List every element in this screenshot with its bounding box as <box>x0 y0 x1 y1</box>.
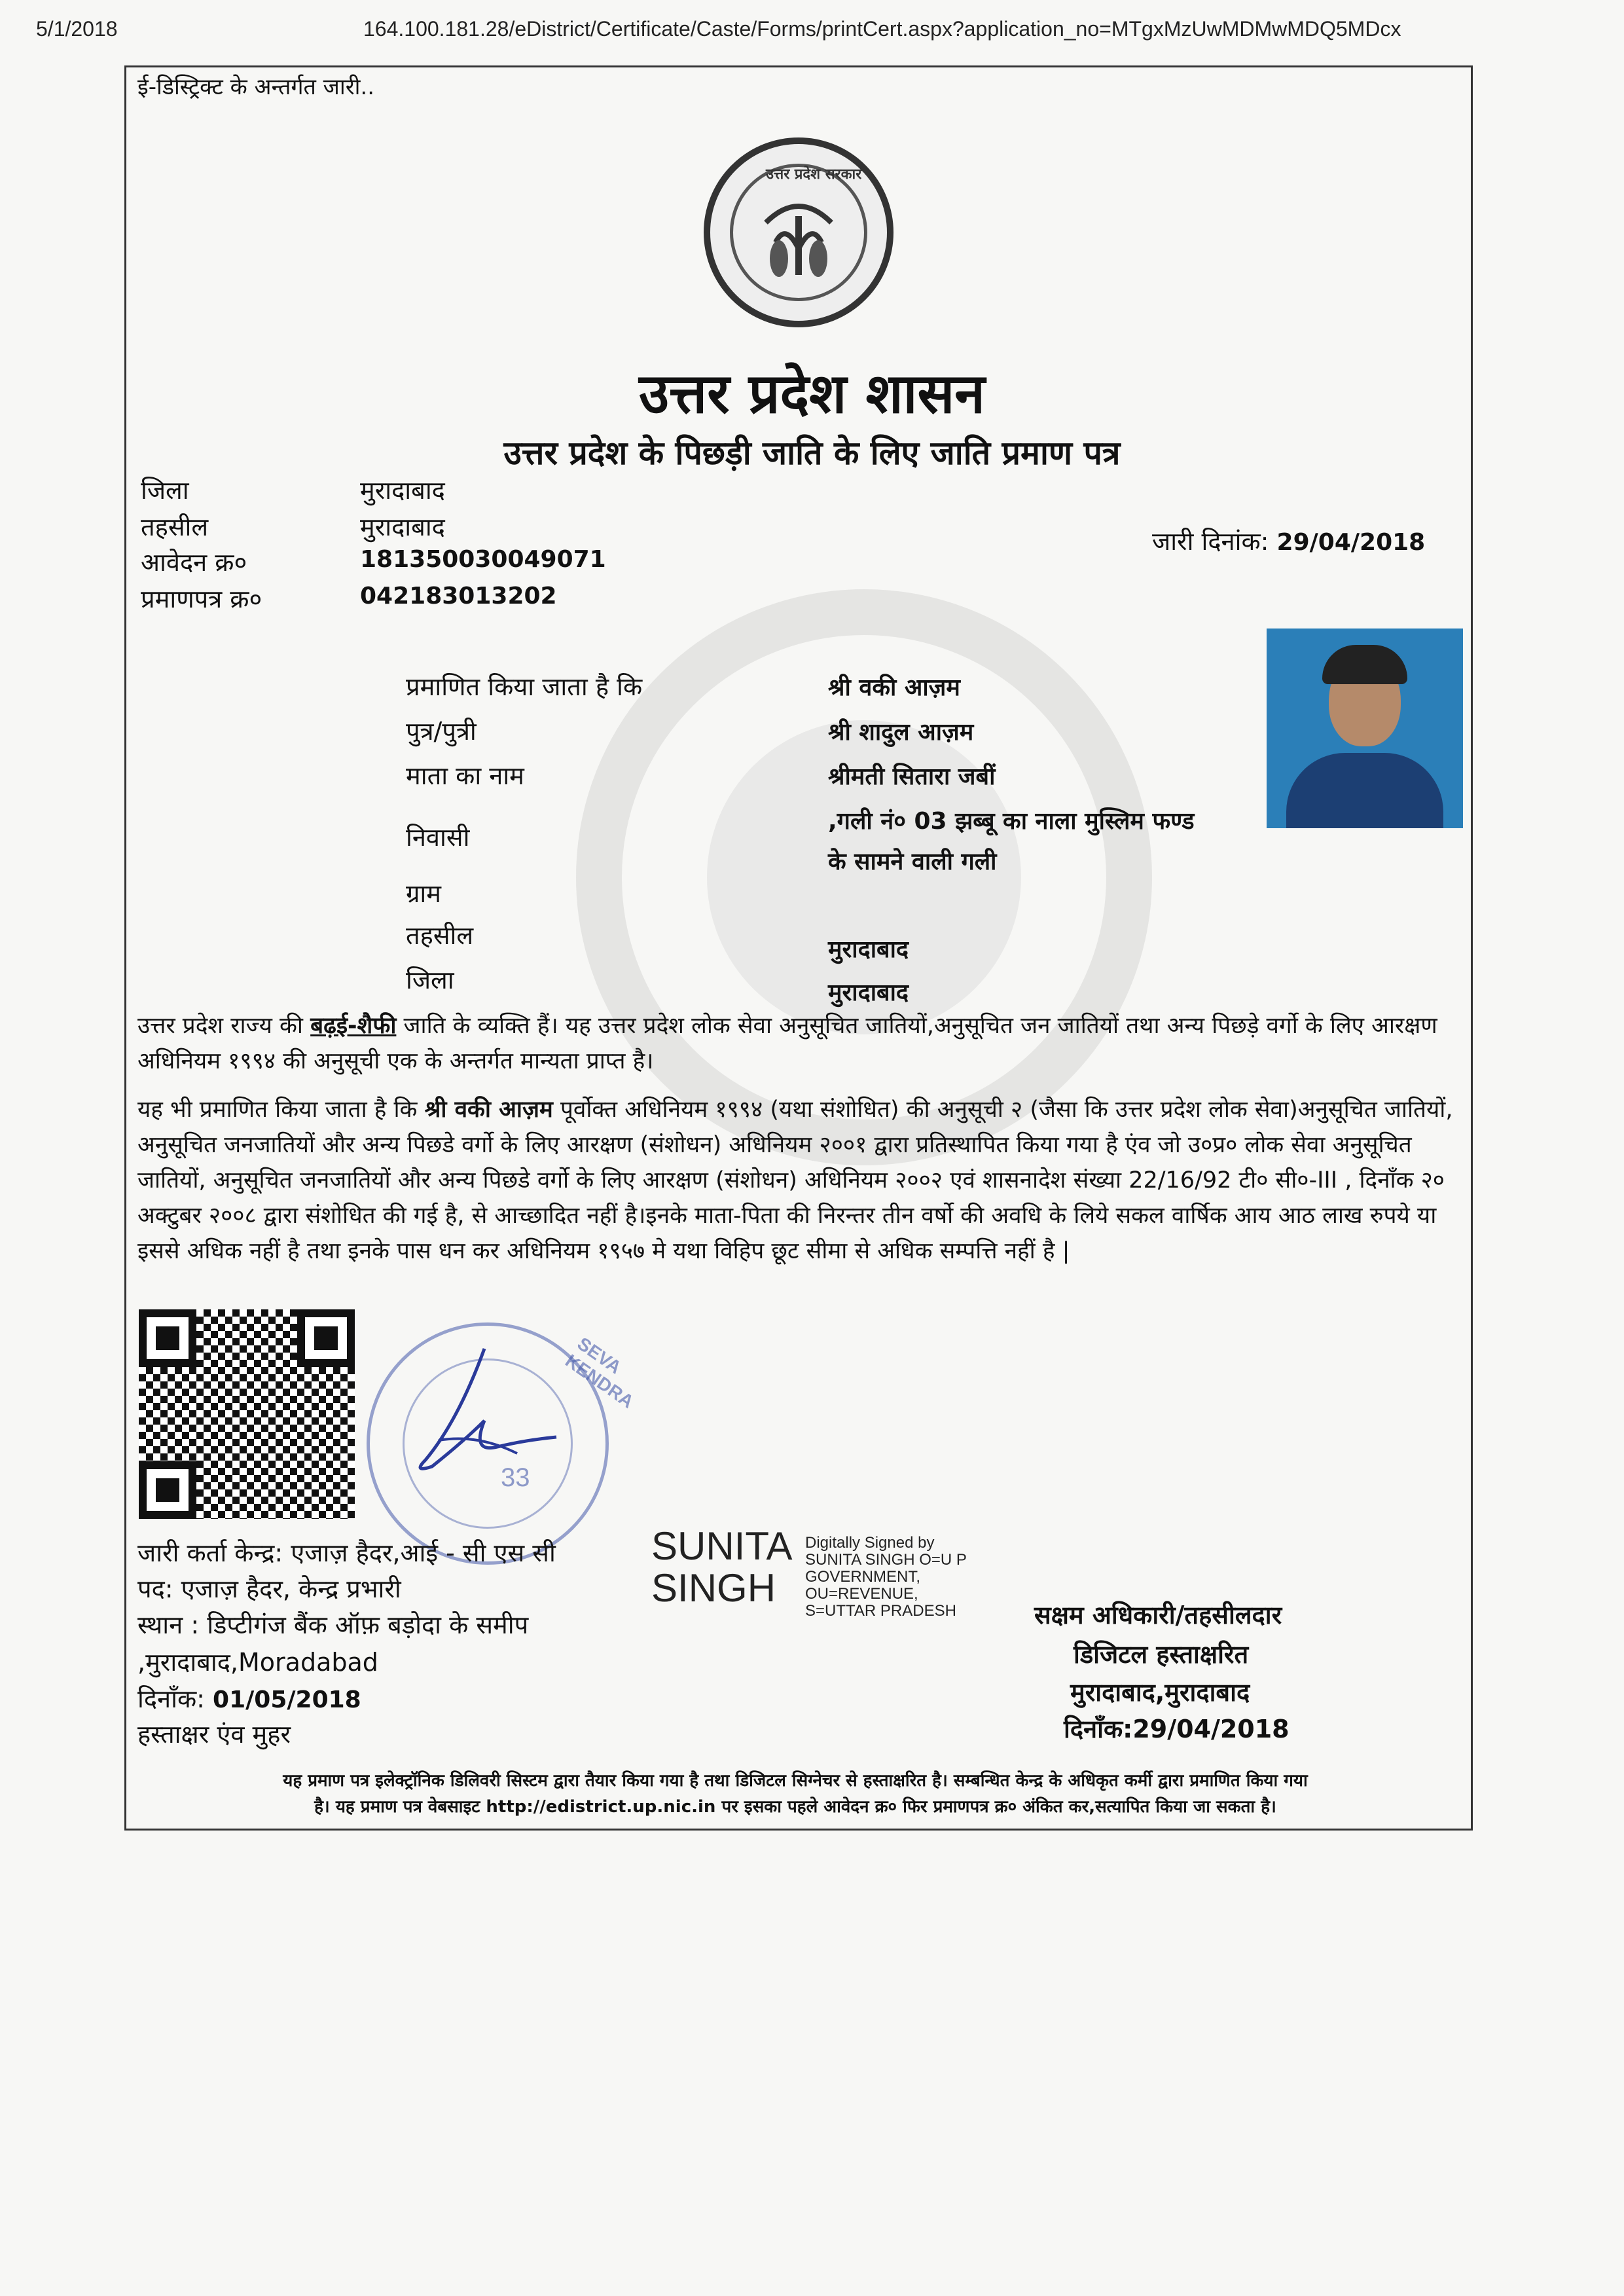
income-para-rest: पूर्वोक्त अधिनियम १९९४ (यथा संशोधित) की अनुसूची २ (जैसा कि उत्तर प्रदेश लोक सेवा)अनुसूचित जातियों, अनुसूचित जनजातियों और अन्य पिछडे वर्गो के लिए आरक्षण (संशोधन) अधिनियम २००१ द्वारा प्रतिस्थापित किया गया है एंव जो उ०प्र० लोक सेवा अनुसूचित जातियों, अनुसूचित जनजातियों और अन्य पिछडे वर्गो के लिए आरक्षण (संशोधन) अधिनियम २००२ एवं शासनादेश संख्या 22/16/92 टी० सी०-III , दिनाँक २० अक्टुबर २००८ द्वारा संशोधित की गई है, से आच्छादित नहीं है।इनके माता-पिता की निरन्तर तीन वर्षो की अवधि के लिये सकल वार्षिक आय आठ लाख रुपये या इससे अधिक नहीं है तथा इनके पास धन कर अधिनियम १९५७ मे यथा विहिप छूट सीमा से अधिक सम्पत्ति नहीं है | <box>137 1097 1453 1264</box>
dsig-line3: GOVERNMENT, <box>805 1568 921 1586</box>
print-date: 5/1/2018 <box>36 17 118 41</box>
signer-name-line1: SUNITA <box>651 1524 793 1568</box>
person-district-label: जिला <box>406 966 454 994</box>
application-number: 181350030049071 <box>360 546 606 573</box>
income-para-intro: यह भी प्रमाणित किया जाता है कि <box>137 1097 425 1123</box>
seal-text: उत्तर प्रदेश सरकार <box>766 166 862 183</box>
caste-name: बढ़ई-शैफी <box>310 1013 397 1039</box>
mother-name: श्रीमती सितारा जबीं <box>828 763 996 790</box>
issuer-sign-label: हस्ताक्षर एंव मुहर <box>137 1720 291 1749</box>
photo-hair <box>1322 645 1407 684</box>
digital-signature-details <box>805 1535 967 1620</box>
district-value: मुरादाबाद <box>360 476 445 505</box>
certificate-label: प्रमाणपत्र क्र० <box>141 585 262 613</box>
issuer-date-label: दिनाँक: <box>137 1685 205 1713</box>
authority-date-label: दिनाँक: <box>1064 1715 1133 1743</box>
print-url: 164.100.181.28/eDistrict/Certificate/Caste/Forms/printCert.aspx?application_no=MTgxMzUwMDMwMDQ5MDcx <box>363 17 1401 41</box>
applicant-name: श्री वकी आज़म <box>828 674 960 701</box>
qr-finder-bottom-left <box>139 1461 196 1519</box>
authority-date-value: 29/04/2018 <box>1132 1715 1290 1743</box>
person-tehsil-label: तहसील <box>406 921 474 950</box>
issuer-city: ,मुरादाबाद,Moradabad <box>137 1648 378 1677</box>
issuer-post: पद: एजाज़ हैदर, केन्द्र प्रभारी <box>137 1575 401 1603</box>
issued-under-note: ई-डिस्ट्रिक्ट के अन्तर्गत जारी.. <box>137 74 375 100</box>
dsig-line5: S=UTTAR PRADESH <box>805 1602 956 1620</box>
issue-date-label: जारी दिनांक: <box>1152 527 1269 556</box>
dsig-line2: SUNITA SINGH O=U P <box>805 1551 967 1569</box>
issuer-date <box>137 1681 361 1715</box>
page-title: उत्तर प्रदेश शासन <box>639 361 985 426</box>
person-tehsil: मुरादाबाद <box>828 936 909 963</box>
footer-line1: यह प्रमाण पत्र इलेक्ट्रॉनिक डिलिवरी सिस्टम द्वारा तैयार किया गया है तथा डिजिटल सिग्नेचर से हस्ताक्षरित है। सम्बन्धित केन्द्र के अधिकृत कर्मी द्वारा प्रमाणित किया गया <box>283 1771 1308 1791</box>
tehsil-label: तहसील <box>141 513 209 541</box>
photo-shirt <box>1286 753 1443 828</box>
applicant-photo <box>1267 629 1463 828</box>
footer-note <box>131 1768 1460 1820</box>
certify-label: प्रमाणित किया जाता है कि <box>406 672 643 701</box>
income-para-name: श्री वकी आज़म <box>424 1097 553 1123</box>
up-government-seal <box>704 137 893 327</box>
issuer-date-value: 01/05/2018 <box>213 1686 361 1713</box>
authority-place: मुरादाबाद,मुरादाबाद <box>1070 1678 1250 1707</box>
footer-line2: है। यह प्रमाण पत्र वेबसाइट http://edistrict.up.nic.in पर इसका पहले आवेदन क्र० फिर प्रमाणपत्र क्र० अंकित कर,सत्यापित किया जा सकता है। <box>314 1797 1276 1817</box>
issue-date <box>1152 524 1425 558</box>
caste-paragraph <box>137 1008 1460 1079</box>
village-label: ग्राम <box>406 879 441 908</box>
resident-label: निवासी <box>406 823 470 852</box>
stamp-text: SEVA KENDRA <box>562 1333 638 1412</box>
qr-finder-top-right <box>297 1309 355 1367</box>
caste-para-intro: उत्तर प्रदेश राज्य की <box>137 1013 311 1039</box>
page-subtitle: उत्तर प्रदेश के पिछड़ी जाति के लिए जाति प्रमाण पत्र <box>503 434 1121 472</box>
stamp-number: 33 <box>501 1463 530 1492</box>
dsig-line4: OU=REVENUE, <box>805 1585 918 1603</box>
caste-para-rest: जाति के व्यक्ति हैं। यह उत्तर प्रदेश लोक सेवा अनुसूचित जातियों,अनुसूचित जन जातियों तथा अन्य पिछड़े वर्गो के लिए आरक्षण अधिनियम १९९४ की अनुसूची एक के अन्तर्गत मान्यता प्राप्त है। <box>137 1013 1437 1074</box>
signer-name-line2: SINGH <box>651 1566 776 1610</box>
digital-signer-name <box>651 1525 793 1609</box>
issuer-place: स्थान : डिप्टीगंज बैंक ऑफ़ बड़ोदा के समीप <box>137 1611 529 1639</box>
income-paragraph <box>137 1092 1460 1269</box>
father-name: श्री शादुल आज़म <box>828 719 974 746</box>
address-line2: के सामने वाली गली <box>828 848 997 875</box>
authority-date <box>1064 1711 1290 1745</box>
tehsil-value: मुरादाबाद <box>360 513 445 541</box>
mother-label: माता का नाम <box>406 761 524 790</box>
person-district: मुरादाबाद <box>828 979 909 1006</box>
authority-signed: डिजिटल हस्ताक्षरित <box>1074 1640 1249 1669</box>
qr-code <box>139 1309 355 1519</box>
address-line1: ,गली नं० 03 झब्बू का नाला मुस्लिम फण्ड <box>828 808 1195 835</box>
dsig-line1: Digitally Signed by <box>805 1534 935 1552</box>
district-label: जिला <box>141 476 189 505</box>
application-label: आवेदन क्र० <box>141 548 247 577</box>
issue-date-value: 29/04/2018 <box>1276 529 1426 556</box>
handwritten-signature <box>386 1342 569 1486</box>
qr-finder-top-left <box>139 1309 196 1367</box>
authority-title: सक्षम अधिकारी/तहसीलदार <box>1034 1601 1282 1630</box>
certificate-number: 042183013202 <box>360 583 557 610</box>
relation-label: पुत्र/पुत्री <box>406 717 477 746</box>
issuer-center: जारी कर्ता केन्द्र: एजाज़ हैदर,आई - सी एस सी <box>137 1539 556 1567</box>
